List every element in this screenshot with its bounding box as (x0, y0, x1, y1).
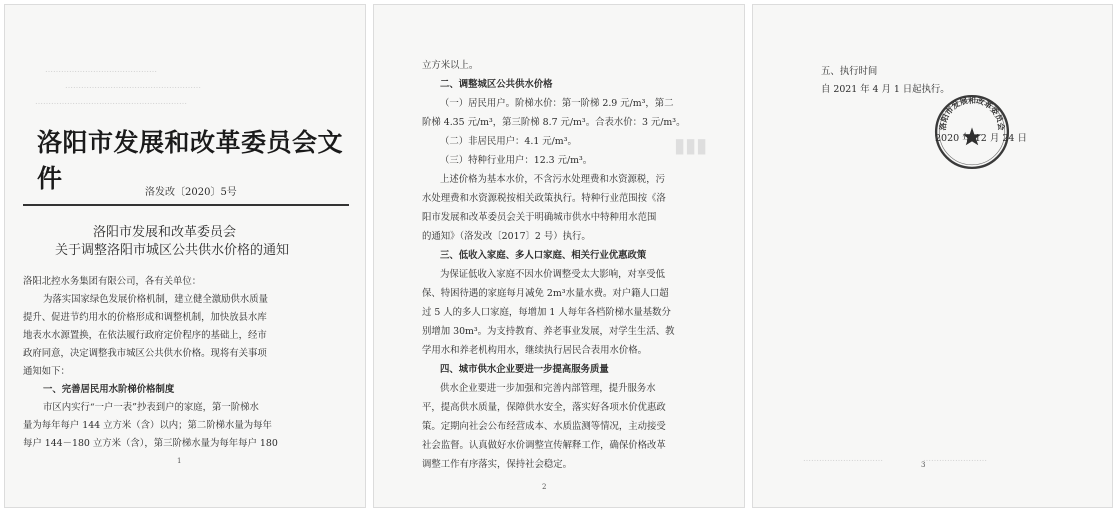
section-4-line: 策。定期向社会公布经营成本、水质监测等情况，主动接受 (422, 421, 666, 432)
page-number: 3 (921, 461, 926, 469)
intro-line: 为落实国家绿色发展价格机制，建立健全激励供水质量 (43, 294, 269, 305)
bleed-through-text: ………………………… …………………… (803, 454, 987, 463)
bleed-through-text: ▮▮▮ (674, 133, 708, 157)
section-1-title: 一、完善居民用水阶梯价格制度 (43, 384, 175, 395)
section-2-line: 阶梯 4.35 元/m³，第三阶梯 8.7 元/m³。合表水价：3 元/m³。 (422, 117, 686, 128)
section-1-line: 量为每年每户 144 立方米（含）以内；第二阶梯水量为每年 (23, 420, 272, 431)
section-3-title: 三、低收入家庭、多人口家庭、相关行业优惠政策 (440, 250, 647, 261)
header-divider (23, 204, 349, 206)
section-4-line: 社会监督。认真做好水价调整宣传解释工作，确保价格改革 (422, 440, 666, 451)
section-1-line: 市区内实行“一户一表”抄表到户的家庭，第一阶梯水 (43, 402, 259, 413)
continuation-line: 立方米以上。 (422, 60, 479, 71)
section-2-title: 二、调整城区公共供水价格 (440, 79, 553, 90)
section-3-line: 别增加 30m³。为支持教育、养老事业发展，对学生生活、教 (422, 326, 675, 337)
section-4-title: 四、城市供水企业要进一步提高服务质量 (440, 364, 609, 375)
addressee: 洛阳北控水务集团有限公司，各有关单位： (23, 276, 202, 287)
notice-heading-line-1: 洛阳市发展和改革委员会 (93, 225, 237, 240)
notice-heading-line-2: 关于调整洛阳市城区公共供水价格的通知 (55, 243, 290, 258)
intro-line: 提升、促进节约用水的价格形成和调整机制，加快放县水库 (23, 312, 267, 323)
bleed-through-text: …………………………………………… (65, 81, 201, 90)
section-3-line: 学用水和养老机构用水，继续执行居民合表用水价格。 (422, 345, 648, 356)
document-header-title: 洛阳市发展和改革委员会文件 (37, 128, 344, 193)
section-2-line: （二）非居民用户：4.1 元/m³。 (440, 136, 577, 147)
document-page-3 (752, 4, 1113, 508)
section-5-line: 自 2021 年 4 月 1 日起执行。 (821, 84, 950, 95)
section-3-line: 过 5 人的多人口家庭，每增加 1 人每年各档阶梯水量基数分 (422, 307, 671, 318)
section-4-line: 供水企业要进一步加强和完善内部管理，提升服务水 (440, 383, 656, 394)
document-page-2 (373, 4, 745, 508)
section-5-title: 五、执行时间 (821, 66, 878, 77)
intro-line: 政府同意，决定调整我市城区公共供水价格。现将有关事项 (23, 348, 267, 359)
intro-line: 通知如下： (23, 366, 70, 377)
issue-date: 2020 年 12 月 24 日 (935, 133, 1027, 144)
svg-text:洛阳市发展和改革委员会: 洛阳市发展和改革委员会 (938, 95, 1006, 131)
section-3-line: 为保证低收入家庭不因水价调整受太大影响，对享受低 (440, 269, 666, 280)
section-4-line: 平，提高供水质量，保障供水安全，落实好各项水价优惠政 (422, 402, 666, 413)
intro-line: 地表水水源置换，在依法履行政府定价程序的基础上，经市 (23, 330, 267, 341)
section-2-line: 水处理费和水资源税按相关政策执行。特种行业范围按《洛 (422, 193, 666, 204)
page-number: 1 (177, 457, 182, 465)
section-2-line: 上述价格为基本水价，不含污水处理费和水资源税，污 (440, 174, 666, 185)
section-2-line: 阳市发展和改革委员会关于明确城市供水中特种用水范围 (422, 212, 657, 223)
page-number: 2 (542, 483, 547, 491)
document-page-1 (4, 4, 366, 508)
section-3-line: 保、特困待遇的家庭每月减免 2m³水量水费。对户籍人口超 (422, 288, 669, 299)
document-number: 洛发改〔2020〕5号 (145, 187, 237, 198)
section-1-line: 每户 144－180 立方米（含），第三阶梯水量为每年每户 180 (23, 438, 278, 449)
bleed-through-text: …………………………………… (45, 65, 157, 74)
section-2-line: （一）居民用户。阶梯水价：第一阶梯 2.9 元/m³，第二 (440, 98, 674, 109)
section-4-line: 调整工作有序落实，保持社会稳定。 (422, 459, 573, 470)
bleed-through-text: ………………………………………………… (35, 97, 187, 106)
section-2-line: （三）特种行业用户：12.3 元/m³。 (440, 155, 593, 166)
section-2-line: 的通知》（洛发改〔2017〕2 号）执行。 (422, 231, 591, 242)
